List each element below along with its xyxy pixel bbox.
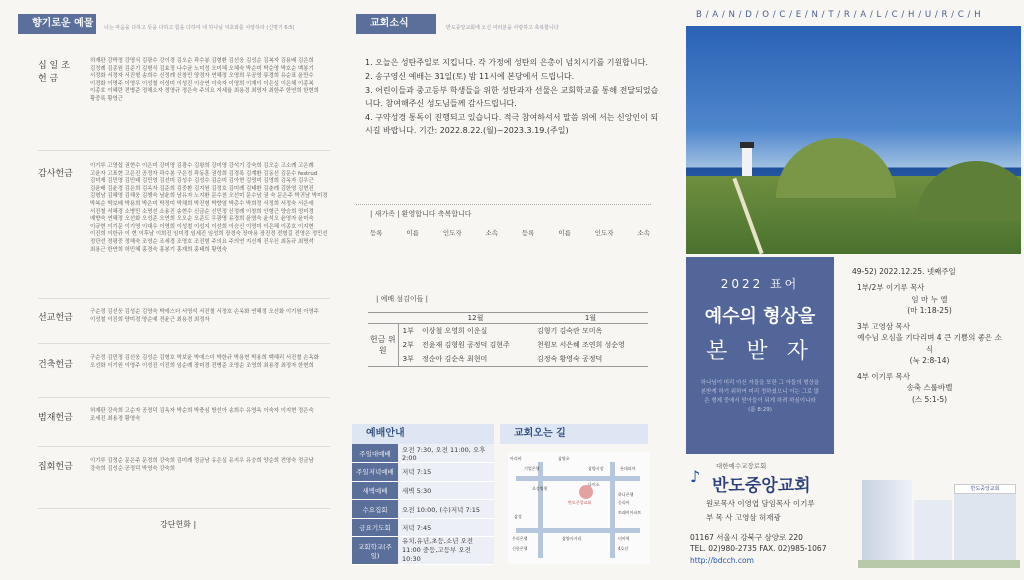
schedule-table xyxy=(352,444,494,565)
church-building-image xyxy=(858,460,1020,570)
cover-photo xyxy=(686,26,1021,254)
verse-text: 하나님이 미리 아신 자들을 또한 그 아들의 형상을 본받게 하기 위하여 미리 정하셨으니 이는 그로 많은 형제 중에서 맏아들이 되게 하려 하심이니라 (롬 8:29) xyxy=(700,380,820,413)
newcomers-title: | 새가족 | 환영합니다 축복합니다 xyxy=(370,210,472,218)
schedule-value: 유치,유년,초등,소년 오전 11:00 중등,고등부 오전 10:30 xyxy=(398,537,494,565)
service-num: 3부 xyxy=(402,355,414,363)
sermon-title: 임 마 누 엘 xyxy=(911,294,948,304)
assoc-pastors: 부 목 사 고영삼 허재광 xyxy=(706,513,781,522)
schedule-key: 수요집회 xyxy=(352,500,398,519)
col-label: 소속 xyxy=(485,229,499,237)
meeting-label: 집회헌금 xyxy=(38,462,73,472)
server-names: 천원모 서은혜 조연희 성순영 xyxy=(537,341,625,349)
server-row-label: 헌금 위원 xyxy=(368,324,398,367)
tithe-names: 허재판 강박정 강명식 김광수 강이경 김오순 곽수봉 김형환 김선웅 김성순 김복자 김용배 김은희 김정례 김종원 김준기 김형식 김효정 나수균 노미정 오미혜 오혜숙 박순미 박순영 박호순 백봉기 서정화 서정자 서진형 송희수 신정례 신창민 양경자 연혜정 오영희 우공영 류경희 유순표 윤만수 이경화 이명주 이영우 이성철 이성미 이성진 이승연 이숙자 이영희 이재이 이은실 이은혜 이종복 이종호 이혜란 전병준 정해소자 정영규 정은숙 주의요 지세율 최용경 최영자 최한주 한연희 한현희 황중록 황영근 xyxy=(90,58,319,102)
service-date: 49-52) 2022.12.25. 넷째주일 xyxy=(852,267,956,276)
directions-header: 교회오는 길 xyxy=(500,424,648,444)
map-label: 롯데리아 xyxy=(620,466,636,471)
sermon-ref: (마 1:18-25) xyxy=(907,306,952,315)
building-label: 건축헌금 xyxy=(38,360,73,370)
col-label: 이름 xyxy=(406,229,419,237)
news-list xyxy=(365,56,665,138)
slogan-line2: 본 받 자 xyxy=(706,339,814,364)
map-label: 삼양사거리 xyxy=(562,536,582,541)
schedule-value: 저녁 7:45 xyxy=(398,518,494,537)
schedule-key: 교회학교(주일) xyxy=(352,537,398,565)
news-item: 4. 구약성경 통독이 진행되고 있습니다. 적극 참여하셔서 말씀 위에 서는 신앙인이 되시길 바랍니다. 기간: 2022.8.22.(월)~2023.3.19.(주일) xyxy=(365,113,659,135)
col-label: 등록 xyxy=(521,229,535,237)
sermon-title: 송축 스룹바벨 xyxy=(906,383,953,392)
building-sign: 반도중앙교회 xyxy=(954,484,1016,494)
newcomers-columns xyxy=(370,228,650,237)
map-label: 하나은행 xyxy=(618,492,634,497)
sermon-head: 1부/2부 이기루 목사 xyxy=(857,283,925,292)
map-label: 삼양초 xyxy=(558,456,570,461)
building-names: 구순정 김민정 김선웅 김성순 김형호 박보윤 박에스더 박한규 박용현 박용희 백혜리 서진철 손옥화 오선화 이기원 이영주 이성진 이진희 임순례 장미경 전병준 조영순 조영희 최용경 최정자 한현희 xyxy=(90,355,319,369)
server-names: 이상철 오영희 이운실 xyxy=(422,327,488,335)
news-item: 2. 송구영신 예배는 31일(토) 밤 11시에 본당에서 드립니다. xyxy=(365,72,575,81)
sermon-list xyxy=(857,282,1002,405)
church-letters: B / A / N / D / O / C / E / N / T / R / A / L / C / H / U / R / C / H xyxy=(696,10,982,20)
col-label: 인도자 xyxy=(442,229,462,237)
news-item: 3. 어린이들과 중고등부 학생들을 위한 성탄과자 선물은 교회학교를 통해 전달되었습니다. 참여해주신 성도님들께 감사드립니다. xyxy=(365,86,659,108)
map-label: 신한은행 xyxy=(512,546,528,551)
schedule-value: 오전 7:30, 오전 11:00, 오후 2:00 xyxy=(398,444,494,463)
tithe-label: 십 일 조 헌 금 xyxy=(38,61,70,84)
news-header: 교회소식 xyxy=(356,14,436,34)
map-label: 우리은행 xyxy=(512,536,528,541)
servers-title: | 예배 섬김이들 | xyxy=(376,295,428,303)
map-label: 삼양시장 xyxy=(588,466,604,471)
servers-table xyxy=(368,312,648,367)
sermon-title: 예수님 오심을 기다리며 4 큰 기쁨의 좋은 소식 xyxy=(857,333,1002,354)
offering-hint: 너는 마음을 다하고 뜻을 다하고 힘을 다하여 네 하나님 여호와를 사랑하라 (신명기 6:5) xyxy=(104,25,295,31)
server-names: 김정숙 황영숙 공정덕 xyxy=(537,355,603,363)
logo-icon: ♪ xyxy=(690,467,701,486)
schedule-value: 새벽 5:30 xyxy=(398,481,494,500)
map-label: 4호선 xyxy=(618,546,629,551)
schedule-value: 저녁 7:15 xyxy=(398,463,494,482)
phone: TEL. 02)980-2735 FAX. 02)985-1067 xyxy=(690,544,827,553)
thanks-label: 감사헌금 xyxy=(38,169,73,179)
sermon-head: 4부 이기루 목사 xyxy=(857,371,911,381)
mission-names: 구순정 김선웅 김성순 김영숙 박에스더 서영석 서진철 서정호 손옥화 연혜정 오선화 이기원 이영주 이성철 이진희 양미경 양순예 전윤근 최용경 최정자 xyxy=(90,309,319,323)
slogan-line1: 예수의 형상을 xyxy=(704,306,816,327)
altar-flowers-label: 강단헌화 | xyxy=(160,520,197,529)
map-label: 반도중앙교회 xyxy=(568,500,592,505)
sermon-ref: (스 5:1-5) xyxy=(911,394,948,404)
offering-header: 향기로운 예물 xyxy=(18,14,96,34)
schedule-value: 오전 10:00, (수)저녁 7:15 xyxy=(398,500,494,519)
map-label: 아리바 xyxy=(510,456,522,461)
schedule-header: 예배안내 xyxy=(352,424,494,444)
schedule-key: 주일저녁예배 xyxy=(352,463,398,482)
news-hint: 반도중앙교회에 오신 여러분을 사랑하고 축복합니다 xyxy=(446,25,559,31)
month-jan: 1월 xyxy=(584,314,597,322)
map-label: 기업은행 xyxy=(524,466,540,471)
schedule-key: 주일대예배 xyxy=(352,444,398,463)
pastor-line: 원로목사 이영엽 담임목사 이기루 xyxy=(706,499,815,508)
website-link[interactable]: http://bdcch.com xyxy=(690,556,754,565)
map-label: 미아역 xyxy=(618,536,630,541)
special-label: 범재헌금 xyxy=(38,413,73,423)
map-label: 다이소 xyxy=(588,482,600,487)
address: 01167 서울시 강북구 삼양로 220 xyxy=(690,533,803,542)
col-label: 이름 xyxy=(558,229,571,237)
directions-map xyxy=(508,452,650,564)
map-label: 삼성 xyxy=(514,514,522,519)
col-label: 소속 xyxy=(637,229,650,237)
server-names: 정순아 김순옥 최현미 xyxy=(422,355,488,363)
service-num: 2부 xyxy=(402,341,414,349)
thanks-names: 이기루 고영섭 권현수 이은미 강미영 김광수 김왕희 강미영 강석기 강숙희 김오순 고소례 고은례 고윤자 고표현 고은진 공정자 곽수봉 구은정 곽동훈 권성희 김경록 김계환 김동선 김문수 festrud 김미재 김민영 김민태 김민영 김선미 김성수 김성수 김순미 김아현 김영미 김영희 김옥자 김우근 김윤배 김윤경 김은희 김옥자 김준희 김중환 김지원 김정호 김미례 김태환 김춘례 김한영 김현진 김형남 김혜영 김해웅 김행숙 남윤희 남유자 노지환 문수천 오선미 문수남 권 숙 문은주 박귀남 박미경 박복순 박보배 박용희 박은미 박정미 박채희 박진형 박향열 박총수 박희정 서정희 서정숙 서은애 서진철 서혜경 소병민 소명선 소용진 송현수 신금순 신민정 신정례 이창희 안형근 양승희 엄미경 예향숙 연혜정 오선화 오성준 오연희 오오순 오준도 우광명 유경희 윤영숙 윤석오 윤영자 윤미숙 이규현 이기문 이기영 이대우 이영희 이성철 이성지 이선희 이승신 이영미 이은혜 이종호 이지현 이진희 이한규 이 현 이후남 이희진 임미경 임세진 임성희 장경숙 장마용 장진경 전형길 전영은 정민선 정단선 정평중 정혜숙 조영순 조세경 조영호 조진형 주의요 주의연 지신재 진우신 최동규 최명석 최용근 한연희 허민혜 홍경숙 홍봉기 홍재희 홍태희 황영숙 xyxy=(90,163,328,253)
meeting-names: 이기루 김정순 문은주 문정희 강숙희 김미례 정금남 유은실 유지우 유승희 양순희 전영숙 정금남 강숙희 김성순 공정덕 박영숙 강숙희 xyxy=(90,458,314,472)
month-dec: 12월 xyxy=(467,314,484,322)
news-item: 1. 오늘은 성탄주일로 지킵니다. 각 가정에 성탄의 은총이 넘치시기를 기원합니다. xyxy=(365,58,648,67)
map-label: 초성병원 xyxy=(532,486,548,491)
sermon-ref: (눅 2:8-14) xyxy=(909,356,950,365)
denomination: 대한예수교장로회 xyxy=(716,462,767,470)
mission-label: 선교헌금 xyxy=(38,313,73,323)
special-names: 허재판 강숙희 고순자 공정덕 김옥자 박순희 박충심 방선아 송희수 유영옥 이숙자 이지현 정은숙 조세진 최용경 황영숙 xyxy=(90,408,314,422)
slogan-panel xyxy=(686,257,834,454)
col-label: 등록 xyxy=(370,229,383,237)
server-names: 전윤재 김형원 공정덕 김현주 xyxy=(422,341,510,349)
map-label: 트래이아파트 xyxy=(618,510,642,515)
schedule-key: 금요기도회 xyxy=(352,518,398,537)
church-name: 반도중앙교회 xyxy=(712,476,811,496)
year-label: 2022 표어 xyxy=(720,277,800,291)
map-label: 동리아 xyxy=(618,500,630,505)
schedule-key: 새벽예배 xyxy=(352,481,398,500)
server-names: 김형기 김숙란 모미옥 xyxy=(537,327,603,335)
sermon-head: 3부 고영삼 목사 xyxy=(857,321,911,331)
service-num: 1부 xyxy=(402,327,414,335)
col-label: 인도자 xyxy=(594,229,614,237)
